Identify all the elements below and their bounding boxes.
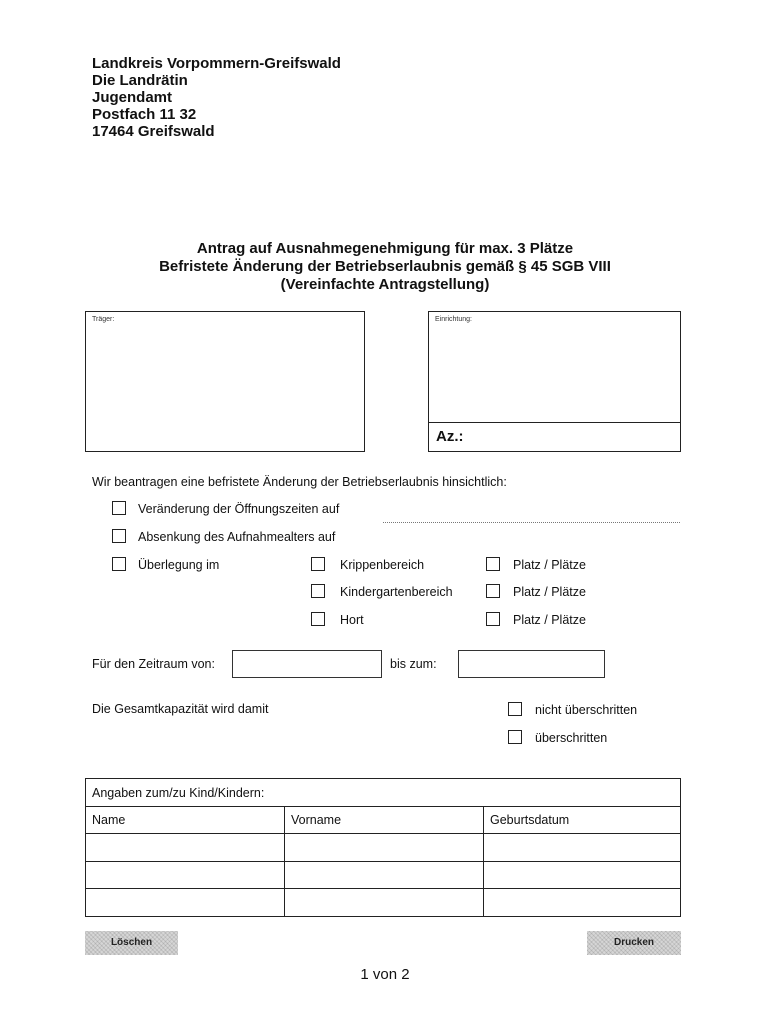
einrichtung-field[interactable] xyxy=(428,311,681,423)
intro-text: Wir beantragen eine befristete Änderung der Betriebserlaubnis hinsichtlich: xyxy=(92,475,507,489)
traeger-label: Träger: xyxy=(92,316,115,323)
nicht-ueberschritten-checkbox[interactable] xyxy=(508,702,522,716)
title-line-1: Antrag auf Ausnahmegenehmigung für max. 3 Plätze xyxy=(196,240,574,257)
platz-krippe-input[interactable] xyxy=(605,550,681,578)
kindergarten-label: Kindergartenbereich xyxy=(340,585,453,599)
address-line: Landkreis Vorpommern-Greifswald xyxy=(92,55,341,72)
krippe-label: Krippenbereich xyxy=(340,558,425,572)
platz-label: Platz / Plätze xyxy=(513,613,586,627)
hort-checkbox[interactable] xyxy=(311,612,325,626)
platz-hort-input[interactable] xyxy=(605,606,681,634)
title-line-2: Befristete Änderung der Betriebserlaubnis gemäß § 45 SGB VIII xyxy=(159,258,611,275)
oeffnungszeiten-input[interactable] xyxy=(382,494,681,523)
kinder-table xyxy=(85,778,681,917)
platz-label: Platz / Plätze xyxy=(513,558,586,572)
address-line: Jugendamt xyxy=(92,89,173,106)
column-header-name: Name xyxy=(92,813,126,827)
ueberschritten-checkbox[interactable] xyxy=(508,730,522,744)
zeitraum-bis-label: bis zum: xyxy=(390,657,437,671)
kind-3-name-input[interactable] xyxy=(86,889,284,916)
platz-hort-checkbox[interactable] xyxy=(486,612,500,626)
ueberschritten-label: überschritten xyxy=(535,731,608,745)
kindergarten-checkbox[interactable] xyxy=(311,584,325,598)
kind-1-vorname-input[interactable] xyxy=(285,834,483,861)
einrichtung-label: Einrichtung: xyxy=(435,316,472,323)
platz-kindergarten-input[interactable] xyxy=(605,578,681,606)
kind-3-geburtsdatum-input[interactable] xyxy=(484,889,680,916)
zeitraum-bis-input[interactable] xyxy=(458,650,605,678)
address-line: 17464 Greifswald xyxy=(92,123,215,140)
hort-label: Hort xyxy=(340,613,364,627)
platz-label: Platz / Plätze xyxy=(513,585,586,599)
ueberlegung-label: Überlegung im xyxy=(138,558,220,572)
aufnahmealter-input[interactable] xyxy=(382,523,681,550)
ueberlegung-checkbox[interactable] xyxy=(112,557,126,571)
aufnahmealter-label: Absenkung des Aufnahmealters auf xyxy=(138,530,336,544)
oeffnungszeiten-checkbox[interactable] xyxy=(112,501,126,515)
form-title xyxy=(0,240,770,294)
address-block xyxy=(92,55,341,140)
kind-2-vorname-input[interactable] xyxy=(285,862,483,888)
platz-kindergarten-checkbox[interactable] xyxy=(486,584,500,598)
nicht-ueberschritten-label: nicht überschritten xyxy=(535,703,638,717)
address-line: Die Landrätin xyxy=(92,72,188,89)
platz-krippe-checkbox[interactable] xyxy=(486,557,500,571)
traeger-field[interactable] xyxy=(85,311,365,452)
oeffnungszeiten-label: Veränderung der Öffnungszeiten auf xyxy=(138,502,340,516)
column-header-geburtsdatum: Geburtsdatum xyxy=(490,813,570,827)
drucken-button[interactable]: Drucken xyxy=(587,931,681,955)
kapazitaet-label: Die Gesamtkapazität wird damit xyxy=(92,702,269,716)
kind-2-name-input[interactable] xyxy=(86,862,284,888)
table-divider xyxy=(86,806,680,807)
loeschen-button[interactable]: Löschen xyxy=(85,931,178,955)
zeitraum-von-label: Für den Zeitraum von: xyxy=(92,657,215,671)
aufnahmealter-checkbox[interactable] xyxy=(112,529,126,543)
column-header-vorname: Vorname xyxy=(291,813,342,827)
title-line-3: (Vereinfachte Antragstellung) xyxy=(280,276,490,293)
page-number: 1 von 2 xyxy=(360,966,410,983)
krippe-checkbox[interactable] xyxy=(311,557,325,571)
az-label: Az.: xyxy=(436,428,464,445)
az-field[interactable] xyxy=(428,422,681,452)
kind-3-vorname-input[interactable] xyxy=(285,889,483,916)
kind-2-geburtsdatum-input[interactable] xyxy=(484,862,680,888)
kind-1-geburtsdatum-input[interactable] xyxy=(484,834,680,861)
kinder-heading: Angaben zum/zu Kind/Kindern: xyxy=(92,786,265,800)
zeitraum-von-input[interactable] xyxy=(232,650,382,678)
address-line: Postfach 11 32 xyxy=(92,106,197,123)
kind-1-name-input[interactable] xyxy=(86,834,284,861)
